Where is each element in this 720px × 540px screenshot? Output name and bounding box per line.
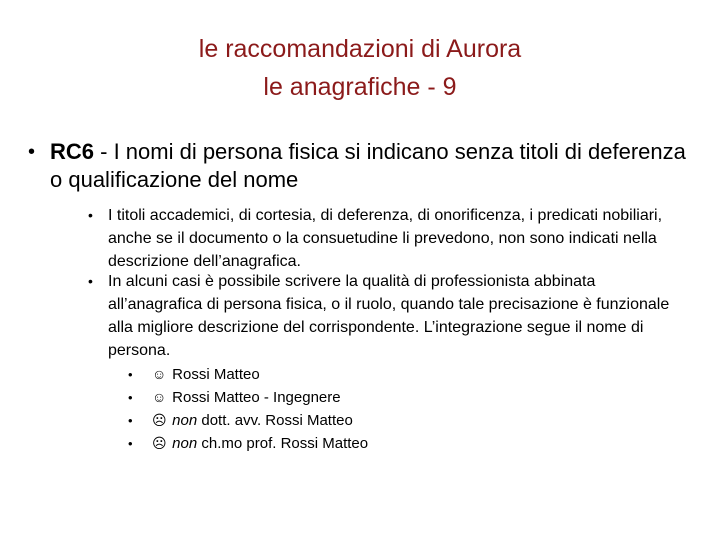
example-item [128,363,552,386]
bullet-marker: • [128,436,133,451]
smiley-icon: ☺ [152,389,167,405]
bullet-marker: • [28,141,36,163]
slide-title [0,30,720,106]
title-line-2: le anagrafiche - 9 [263,73,457,101]
frown-icon: ☹ [152,412,167,428]
example-negation: non [172,412,198,429]
sub-bullet-text: I titoli accademici, di cortesia, di deferenza, di onorificenza, i predicati nobiliari, anche se il documento o la consuetudine li prevedono, non sono indicati nella descrizione dell’anagrafica. [108,207,663,270]
example-text: ch.mo prof. Rossi Matteo [197,435,369,452]
bullet-marker: • [128,390,133,405]
rule-text: - I nomi di persona fisica si indicano senza titoli di deferenza o qualificazione del nome [50,139,686,192]
frown-icon: ☹ [152,435,167,451]
example-item [128,409,552,432]
rule-code: RC6 [50,139,95,164]
example-text: Rossi Matteo [172,366,260,383]
bullet-marker: • [128,367,133,382]
main-bullet-item [28,138,690,194]
title-line-1: le raccomandazioni di Aurora [198,35,522,63]
sub-bullet-item [88,204,688,273]
example-item [128,432,552,455]
bullet-marker: • [88,273,93,289]
example-text: dott. avv. Rossi Matteo [197,412,353,429]
sub-bullet-text: In alcuni casi è possibile scrivere la qualità di professionista abbinata all’anagrafica di persona fisica, o il ruolo, quando tale precisazione è funzionale alla migliore descrizione del corrispondente. L’integrazione segue il nome di persona. [108,273,670,359]
smiley-icon: ☺ [152,366,167,382]
bullet-marker: • [128,413,133,428]
sub-bullet-item [88,270,688,362]
example-text: Rossi Matteo - Ingegnere [172,389,341,406]
example-negation: non [172,435,198,452]
example-item [128,386,552,409]
bullet-marker: • [88,207,93,223]
